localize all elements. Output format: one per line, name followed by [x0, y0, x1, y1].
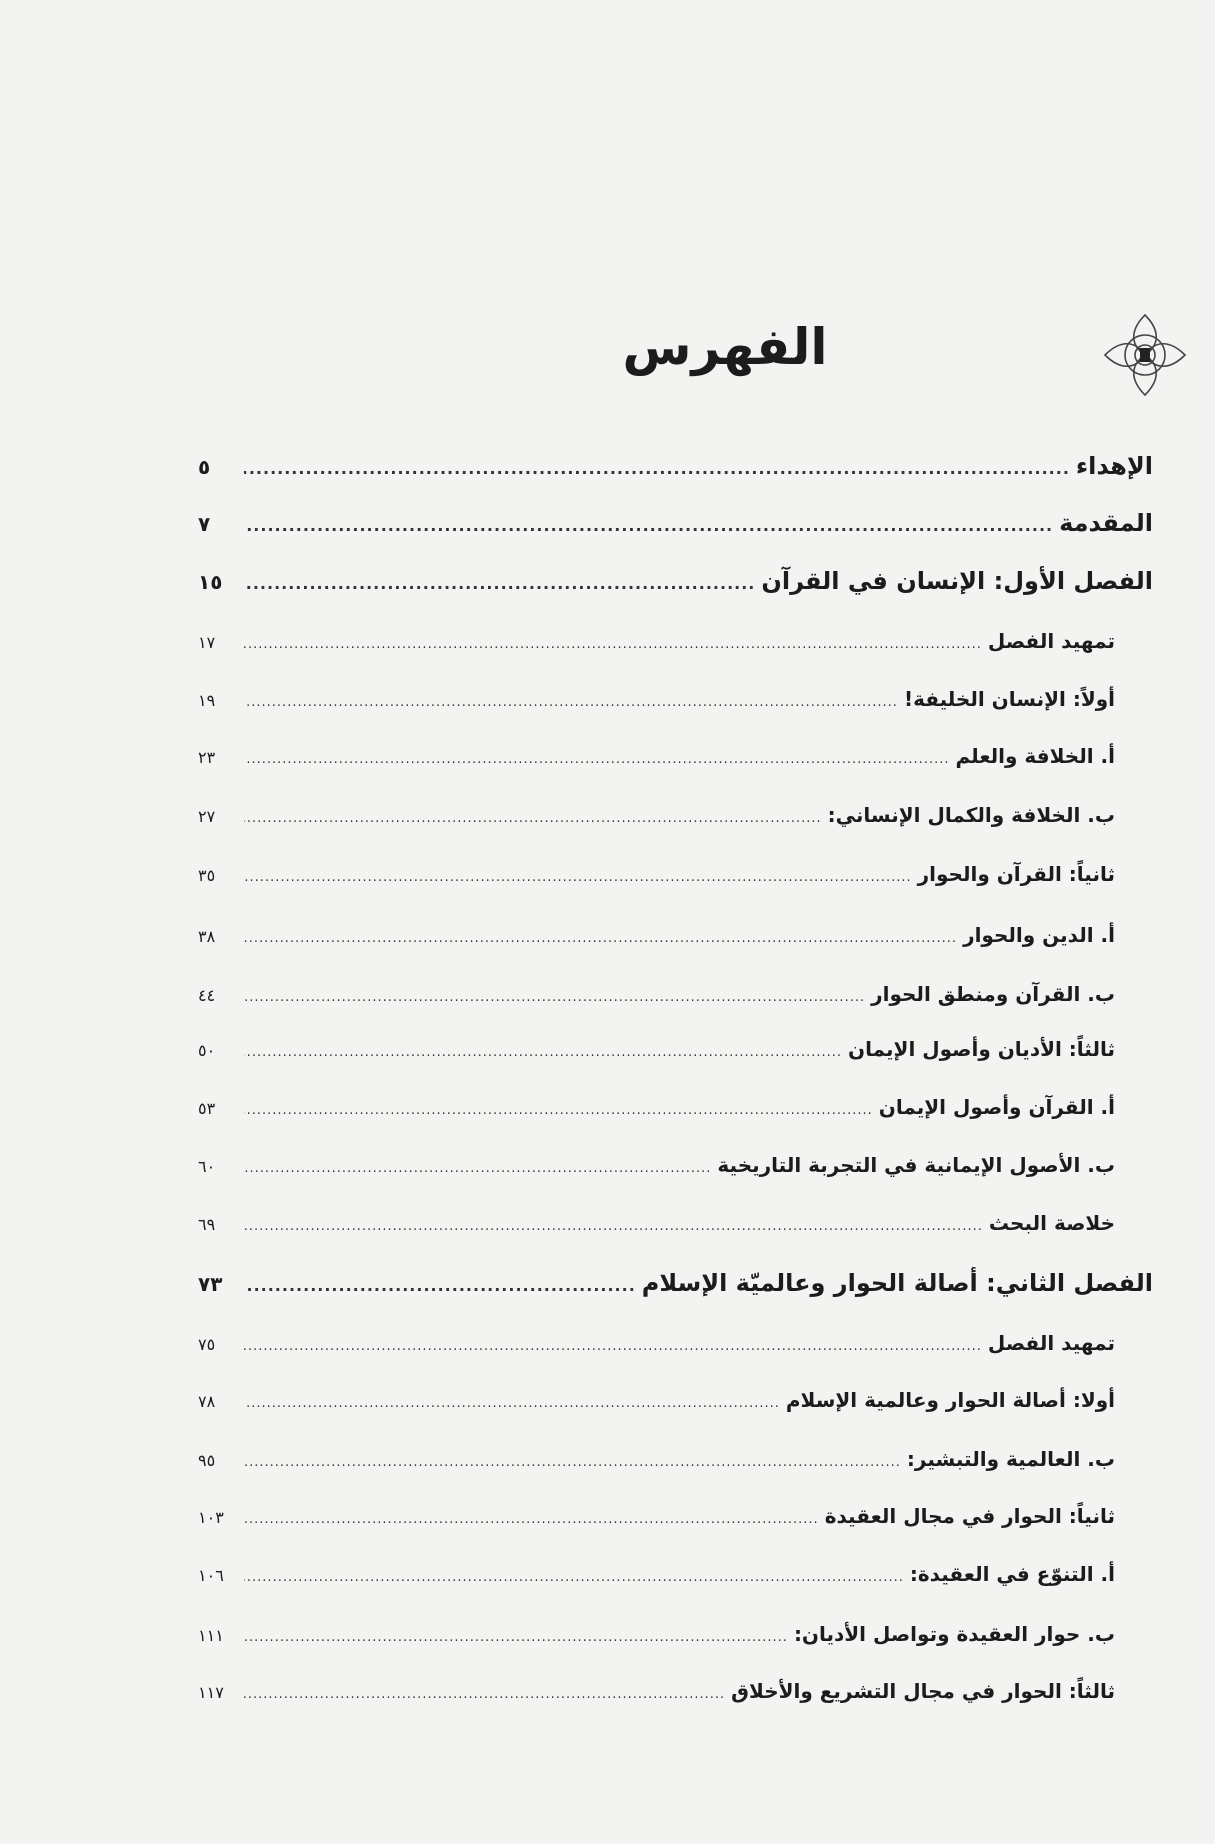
toc-entry-page: ٧٥	[198, 1335, 216, 1354]
toc-entry	[198, 452, 1153, 492]
toc-entry	[198, 687, 1115, 727]
toc-entry	[198, 1037, 1115, 1077]
leader-dots	[244, 516, 1053, 535]
toc-entry	[198, 744, 1115, 784]
leader-dots	[244, 1276, 636, 1295]
leader-dots	[244, 1045, 842, 1060]
toc-entry-title: الفصل الأول: الإنسان في القرآن	[761, 567, 1153, 595]
toc-entry-page: ٣٥	[198, 866, 216, 885]
toc-entry	[198, 1679, 1115, 1719]
toc-entry-page: ٦٩	[198, 1215, 216, 1234]
toc-entry-title: الإهداء	[1075, 452, 1153, 480]
toc-entry-page: ١٥	[198, 570, 223, 594]
toc-entry-title: الفصل الثاني: أصالة الحوار وعالميّة الإسلام	[641, 1269, 1153, 1297]
leader-dots	[244, 870, 912, 885]
leader-dots	[244, 695, 898, 710]
toc-entry-page: ٣٨	[198, 927, 216, 946]
toc-entry-title: ثانياً: الحوار في مجال العقيدة	[824, 1504, 1115, 1528]
leader-dots	[244, 1455, 901, 1470]
toc-entry	[198, 509, 1153, 549]
toc-entry-page: ١٧	[198, 633, 216, 652]
toc-entry-title: ثالثاً: الحوار في مجال التشريع والأخلاق	[731, 1679, 1115, 1703]
toc-entry	[198, 982, 1115, 1022]
toc-entry-page: ٥	[198, 455, 211, 479]
leader-dots	[244, 1570, 904, 1585]
toc-entry-title: ب. العالمية والتبشير:	[906, 1447, 1115, 1471]
leader-dots	[244, 752, 949, 767]
toc-entry-page: ٥٣	[198, 1099, 216, 1118]
toc-entry-page: ١١٧	[198, 1683, 224, 1702]
toc-entry-page: ١٩	[198, 691, 216, 710]
toc-entry-title: أولاً: الإنسان الخليفة!	[903, 687, 1115, 711]
toc-entry-title: ب. الأصول الإيمانية في التجربة التاريخية	[717, 1153, 1115, 1177]
toc-entry-title: تمهيد الفصل	[987, 1331, 1115, 1355]
toc-entry-page: ١١١	[198, 1626, 224, 1645]
leader-dots	[244, 1103, 873, 1118]
arabesque-ornament-icon	[1100, 310, 1190, 400]
toc-entry-page: ١٠٣	[198, 1508, 224, 1527]
toc-entry	[198, 1269, 1153, 1309]
toc-entry	[198, 1331, 1115, 1371]
leader-dots	[244, 1219, 983, 1234]
toc-entry	[198, 923, 1115, 963]
toc-entry	[198, 1562, 1115, 1602]
toc-entry	[198, 1388, 1115, 1428]
toc-entry-title: تمهيد الفصل	[987, 629, 1115, 653]
toc-entry-page: ٤٤	[198, 986, 216, 1005]
leader-dots	[244, 1512, 819, 1527]
toc-entry-page: ٧	[198, 512, 211, 536]
toc-entry-title: ب. القرآن ومنطق الحوار	[871, 982, 1115, 1006]
leader-dots	[244, 1630, 788, 1645]
toc-entry-title: أ. التنوّع في العقيدة:	[909, 1562, 1115, 1586]
leader-dots	[244, 1161, 711, 1176]
toc-entry	[198, 862, 1115, 902]
toc-entry	[198, 1504, 1115, 1544]
toc-entry-page: ١٠٦	[198, 1566, 224, 1585]
toc-entry	[198, 1095, 1115, 1135]
leader-dots	[244, 1687, 725, 1702]
toc-entry-title: خلاصة البحث	[988, 1211, 1115, 1235]
toc-entry-page: ٥٠	[198, 1041, 216, 1060]
toc-entry	[198, 1211, 1115, 1251]
toc-entry	[198, 1622, 1115, 1662]
toc-entry-page: ٧٨	[198, 1392, 216, 1411]
toc-entry	[198, 1153, 1115, 1193]
toc-entry-title: ب. الخلافة والكمال الإنساني:	[827, 803, 1115, 827]
toc-entry-page: ٦٠	[198, 1157, 216, 1176]
leader-dots	[244, 574, 755, 593]
toc-entry-title: أولا: أصالة الحوار وعالمية الإسلام	[785, 1388, 1115, 1412]
leader-dots	[244, 931, 957, 946]
toc-entry	[198, 803, 1115, 843]
toc-entry	[198, 629, 1115, 669]
toc-entry-page: ٧٣	[198, 1272, 223, 1296]
toc-entry	[198, 1447, 1115, 1487]
toc-entry-title: أ. القرآن وأصول الإيمان	[878, 1095, 1115, 1119]
leader-dots	[244, 459, 1070, 478]
toc-entry-title: ب. حوار العقيدة وتواصل الأديان:	[793, 1622, 1115, 1646]
page-title: الفهرس	[622, 318, 828, 376]
toc-entry-page: ٢٣	[198, 748, 216, 767]
toc-entry	[198, 567, 1153, 607]
toc-entry-title: أ. الدين والحوار	[963, 923, 1115, 947]
toc-entry-title: ثالثاً: الأديان وأصول الإيمان	[848, 1037, 1115, 1061]
leader-dots	[244, 1339, 982, 1354]
leader-dots	[244, 990, 865, 1005]
leader-dots	[244, 637, 982, 652]
toc-entry-page: ٢٧	[198, 807, 216, 826]
toc-entry-title: أ. الخلافة والعلم	[955, 744, 1115, 768]
toc-entry-title: المقدمة	[1059, 509, 1153, 537]
toc-entry-page: ٩٥	[198, 1451, 216, 1470]
leader-dots	[244, 811, 822, 826]
toc-entry-title: ثانياً: القرآن والحوار	[917, 862, 1115, 886]
leader-dots	[244, 1396, 780, 1411]
